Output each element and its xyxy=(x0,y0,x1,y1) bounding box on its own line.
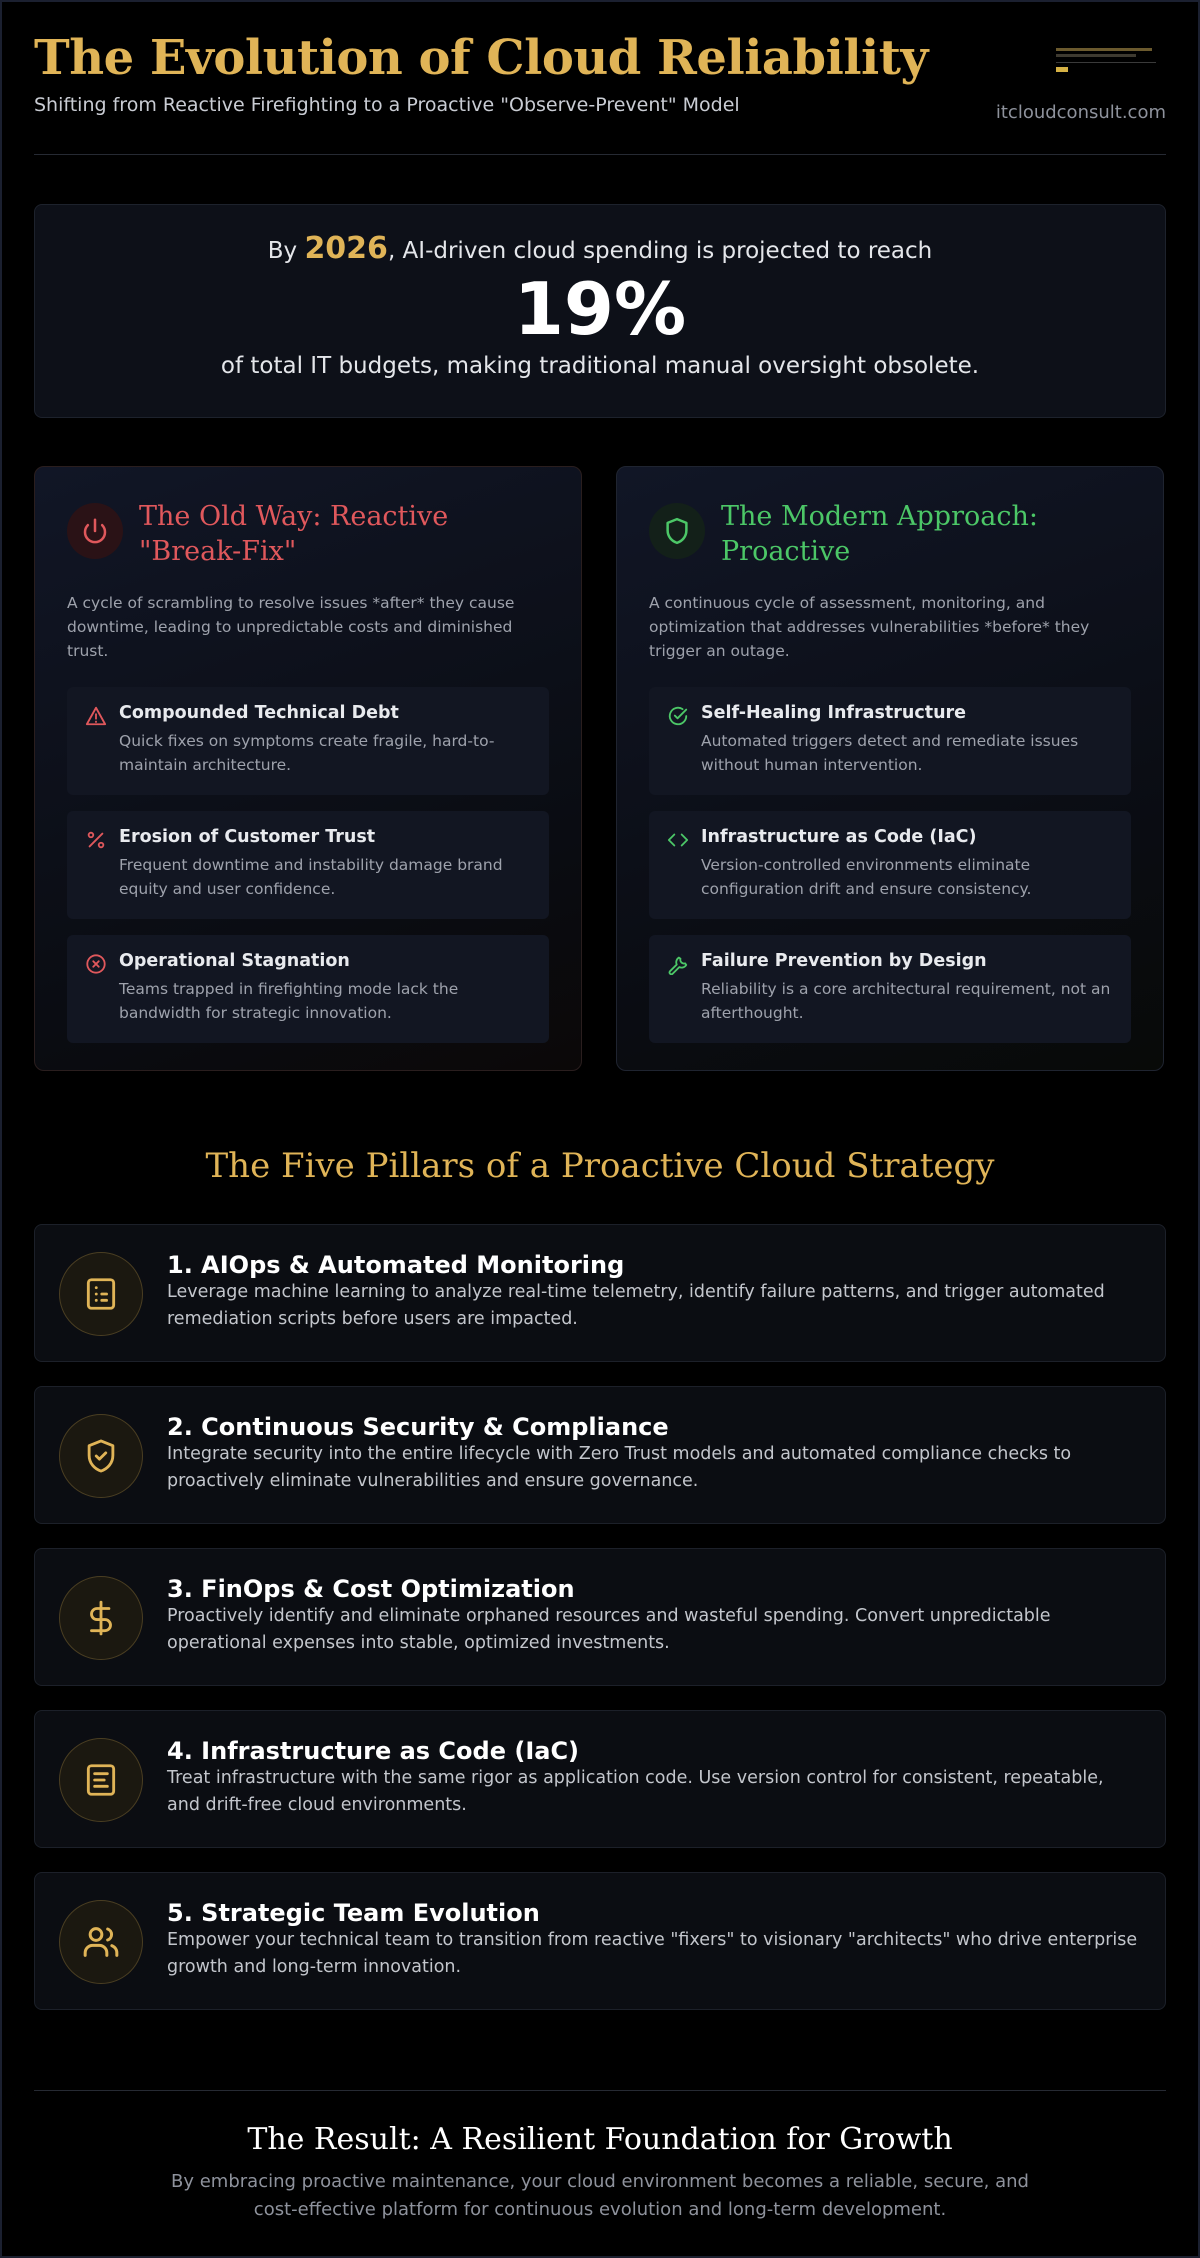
dollar-icon xyxy=(59,1576,143,1660)
old-way-card xyxy=(34,466,582,1071)
document-icon xyxy=(59,1738,143,1822)
pillars-heading: The Five Pillars of a Proactive Cloud Strategy xyxy=(205,1146,995,1186)
stat-caption: of total IT budgets, making traditional manual oversight obsolete. xyxy=(220,353,980,380)
new-way-item-description: Automated triggers detect and remediate issues without human intervention. xyxy=(701,732,1079,775)
shield-icon xyxy=(649,503,705,559)
monitor-list-icon xyxy=(59,1252,143,1336)
pillar-title: 3. FinOps & Cost Optimization xyxy=(167,1575,575,1603)
pillar-card xyxy=(34,1548,1166,1686)
new-way-item-description: Reliability is a core architectural requirement, not an afterthought. xyxy=(701,980,1111,1023)
new-way-description: A continuous cycle of assessment, monitoring, and optimization that addresses vulnerabilities *before* they trigger an outage. xyxy=(649,594,1090,661)
pillar-card xyxy=(34,1224,1166,1362)
pillar-description: Treat infrastructure with the same rigor as application code. Use version control for consistent, repeatable, and drift-free cloud environments. xyxy=(167,1768,1104,1816)
percent-icon xyxy=(85,829,107,851)
new-way-item xyxy=(649,811,1131,919)
wrench-icon xyxy=(667,953,689,975)
new-way-item-description: Version-controlled environments eliminate configuration drift and ensure consistency. xyxy=(701,856,1032,899)
old-way-item-description: Frequent downtime and instability damage brand equity and user confidence. xyxy=(119,856,503,899)
stat-value: 19% xyxy=(513,267,687,351)
pillar-description: Proactively identify and eliminate orphaned resources and wasteful spending. Convert unpredictable operational expenses into stable, optimized investments. xyxy=(167,1606,1051,1654)
pillar-description: Leverage machine learning to analyze real-time telemetry, identify failure patterns, and trigger automated remediation scripts before users are impacted. xyxy=(167,1282,1105,1330)
new-way-item xyxy=(649,687,1131,795)
old-way-item xyxy=(67,687,549,795)
new-way-item-title: Failure Prevention by Design xyxy=(701,951,987,971)
old-way-item-title: Operational Stagnation xyxy=(119,951,350,971)
x-circle-icon xyxy=(85,953,107,975)
new-way-card xyxy=(616,466,1164,1071)
stat-year: 2026 xyxy=(304,231,388,266)
pillar-title: 5. Strategic Team Evolution xyxy=(167,1899,540,1927)
old-way-item xyxy=(67,811,549,919)
old-way-item-title: Compounded Technical Debt xyxy=(119,703,399,723)
new-way-item xyxy=(649,935,1131,1043)
pillar-description: Empower your technical team to transition from reactive "fixers" to visionary "architects" who drive enterprise growth and long-term innovation. xyxy=(167,1930,1138,1978)
pillar-description: Integrate security into the entire lifecycle with Zero Trust models and automated compliance checks to proactively eliminate vulnerabilities and ensure governance. xyxy=(167,1444,1072,1492)
footer-title: The Result: A Resilient Foundation for Growth xyxy=(247,2122,953,2157)
pillar-title: 2. Continuous Security & Compliance xyxy=(167,1413,669,1441)
shield-check-icon xyxy=(59,1414,143,1498)
footer-text: By embracing proactive maintenance, your cloud environment becomes a reliable, secure, and cost-effective platform for continuous evolution and long-term development. xyxy=(171,2171,1029,2220)
old-way-item xyxy=(67,935,549,1043)
header xyxy=(34,30,1166,155)
old-way-item-description: Teams trapped in firefighting mode lack the bandwidth for strategic innovation. xyxy=(119,980,459,1023)
footer-divider xyxy=(34,2090,1166,2091)
code-icon xyxy=(667,829,689,851)
pillar-card xyxy=(34,1710,1166,1848)
check-circle-icon xyxy=(667,705,689,727)
users-icon xyxy=(59,1900,143,1984)
page-subtitle: Shifting from Reactive Firefighting to a Proactive "Observe-Prevent" Model xyxy=(34,93,740,116)
pillar-card xyxy=(34,1386,1166,1524)
old-way-description: A cycle of scrambling to resolve issues *after* they cause downtime, leading to unpredictable costs and diminished trust. xyxy=(67,594,515,661)
stat-intro: By 2026, AI-driven cloud spending is projected to reach xyxy=(267,231,933,266)
page-title: The Evolution of Cloud Reliability xyxy=(34,30,928,86)
power-icon xyxy=(67,503,123,559)
pillar-title: 4. Infrastructure as Code (IaC) xyxy=(167,1737,580,1765)
old-way-item-description: Quick fixes on symptoms create fragile, hard-to-maintain architecture. xyxy=(119,732,495,775)
pillar-card xyxy=(34,1872,1166,2010)
old-way-item-title: Erosion of Customer Trust xyxy=(119,827,376,847)
new-way-title: The Modern Approach: Proactive xyxy=(721,501,1038,568)
site-url[interactable]: itcloudconsult.com xyxy=(995,102,1166,123)
pillar-title: 1. AIOps & Automated Monitoring xyxy=(167,1251,625,1279)
old-way-title: The Old Way: Reactive "Break-Fix" xyxy=(139,501,449,568)
stat-callout xyxy=(34,204,1166,418)
brand-logo xyxy=(1056,48,1156,88)
new-way-item-title: Self-Healing Infrastructure xyxy=(701,703,967,723)
new-way-item-title: Infrastructure as Code (IaC) xyxy=(701,827,977,847)
warning-icon xyxy=(85,705,107,727)
